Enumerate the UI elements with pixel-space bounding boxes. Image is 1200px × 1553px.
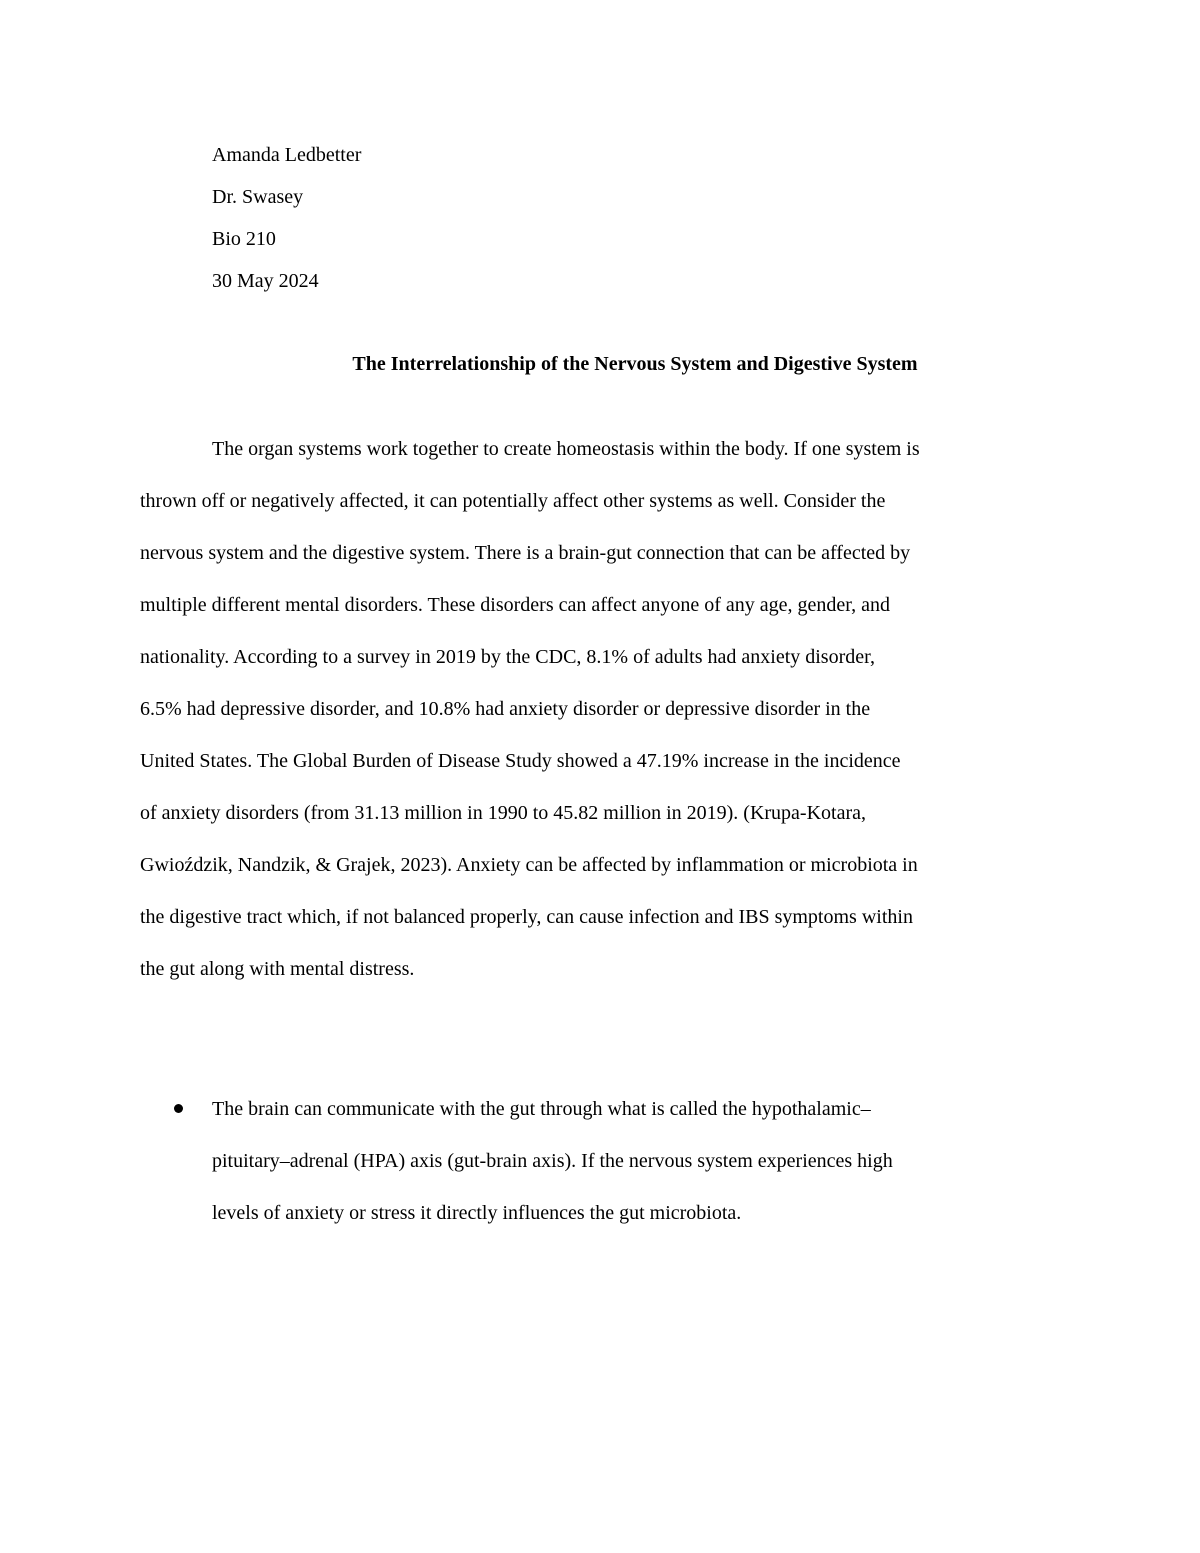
document-date: 30 May 2024 <box>212 270 319 292</box>
paragraph-line: the gut along with mental distress. <box>140 958 415 980</box>
bullet-line: The brain can communicate with the gut through what is called the hypothalamic– <box>212 1098 871 1120</box>
course-name: Bio 210 <box>212 228 276 250</box>
paragraph-line: of anxiety disorders (from 31.13 million in 1990 to 45.82 million in 2019). (Krupa-Kotara, <box>140 802 866 824</box>
paragraph-line: United States. The Global Burden of Disease Study showed a 47.19% increase in the incidence <box>140 750 901 772</box>
paragraph-line: The organ systems work together to create homeostasis within the body. If one system is <box>212 438 920 460</box>
paragraph-line: multiple different mental disorders. These disorders can affect anyone of any age, gender, and <box>140 594 891 616</box>
paragraph-line: 6.5% had depressive disorder, and 10.8% had anxiety disorder or depressive disorder in the <box>140 698 871 720</box>
paragraph-line: the digestive tract which, if not balanced properly, can cause infection and IBS symptoms within <box>140 906 913 928</box>
document-title: The Interrelationship of the Nervous System and Digestive System <box>352 353 918 375</box>
paragraph-line: Gwioździk, Nandzik, & Grajek, 2023). Anxiety can be affected by inflammation or microbiota in <box>140 854 918 876</box>
paragraph-line: nationality. According to a survey in 2019 by the CDC, 8.1% of adults had anxiety disorder, <box>140 646 875 668</box>
paragraph-line: nervous system and the digestive system. There is a brain-gut connection that can be affected by <box>140 542 911 564</box>
author-name: Amanda Ledbetter <box>212 144 362 166</box>
paragraph-line: thrown off or negatively affected, it can potentially affect other systems as well. Consider the <box>140 490 886 512</box>
bullet-line: levels of anxiety or stress it directly influences the gut microbiota. <box>212 1202 742 1224</box>
bullet-line: pituitary–adrenal (HPA) axis (gut-brain axis). If the nervous system experiences high <box>212 1150 893 1172</box>
instructor-name: Dr. Swasey <box>212 186 304 208</box>
bullet-icon <box>174 1104 183 1113</box>
